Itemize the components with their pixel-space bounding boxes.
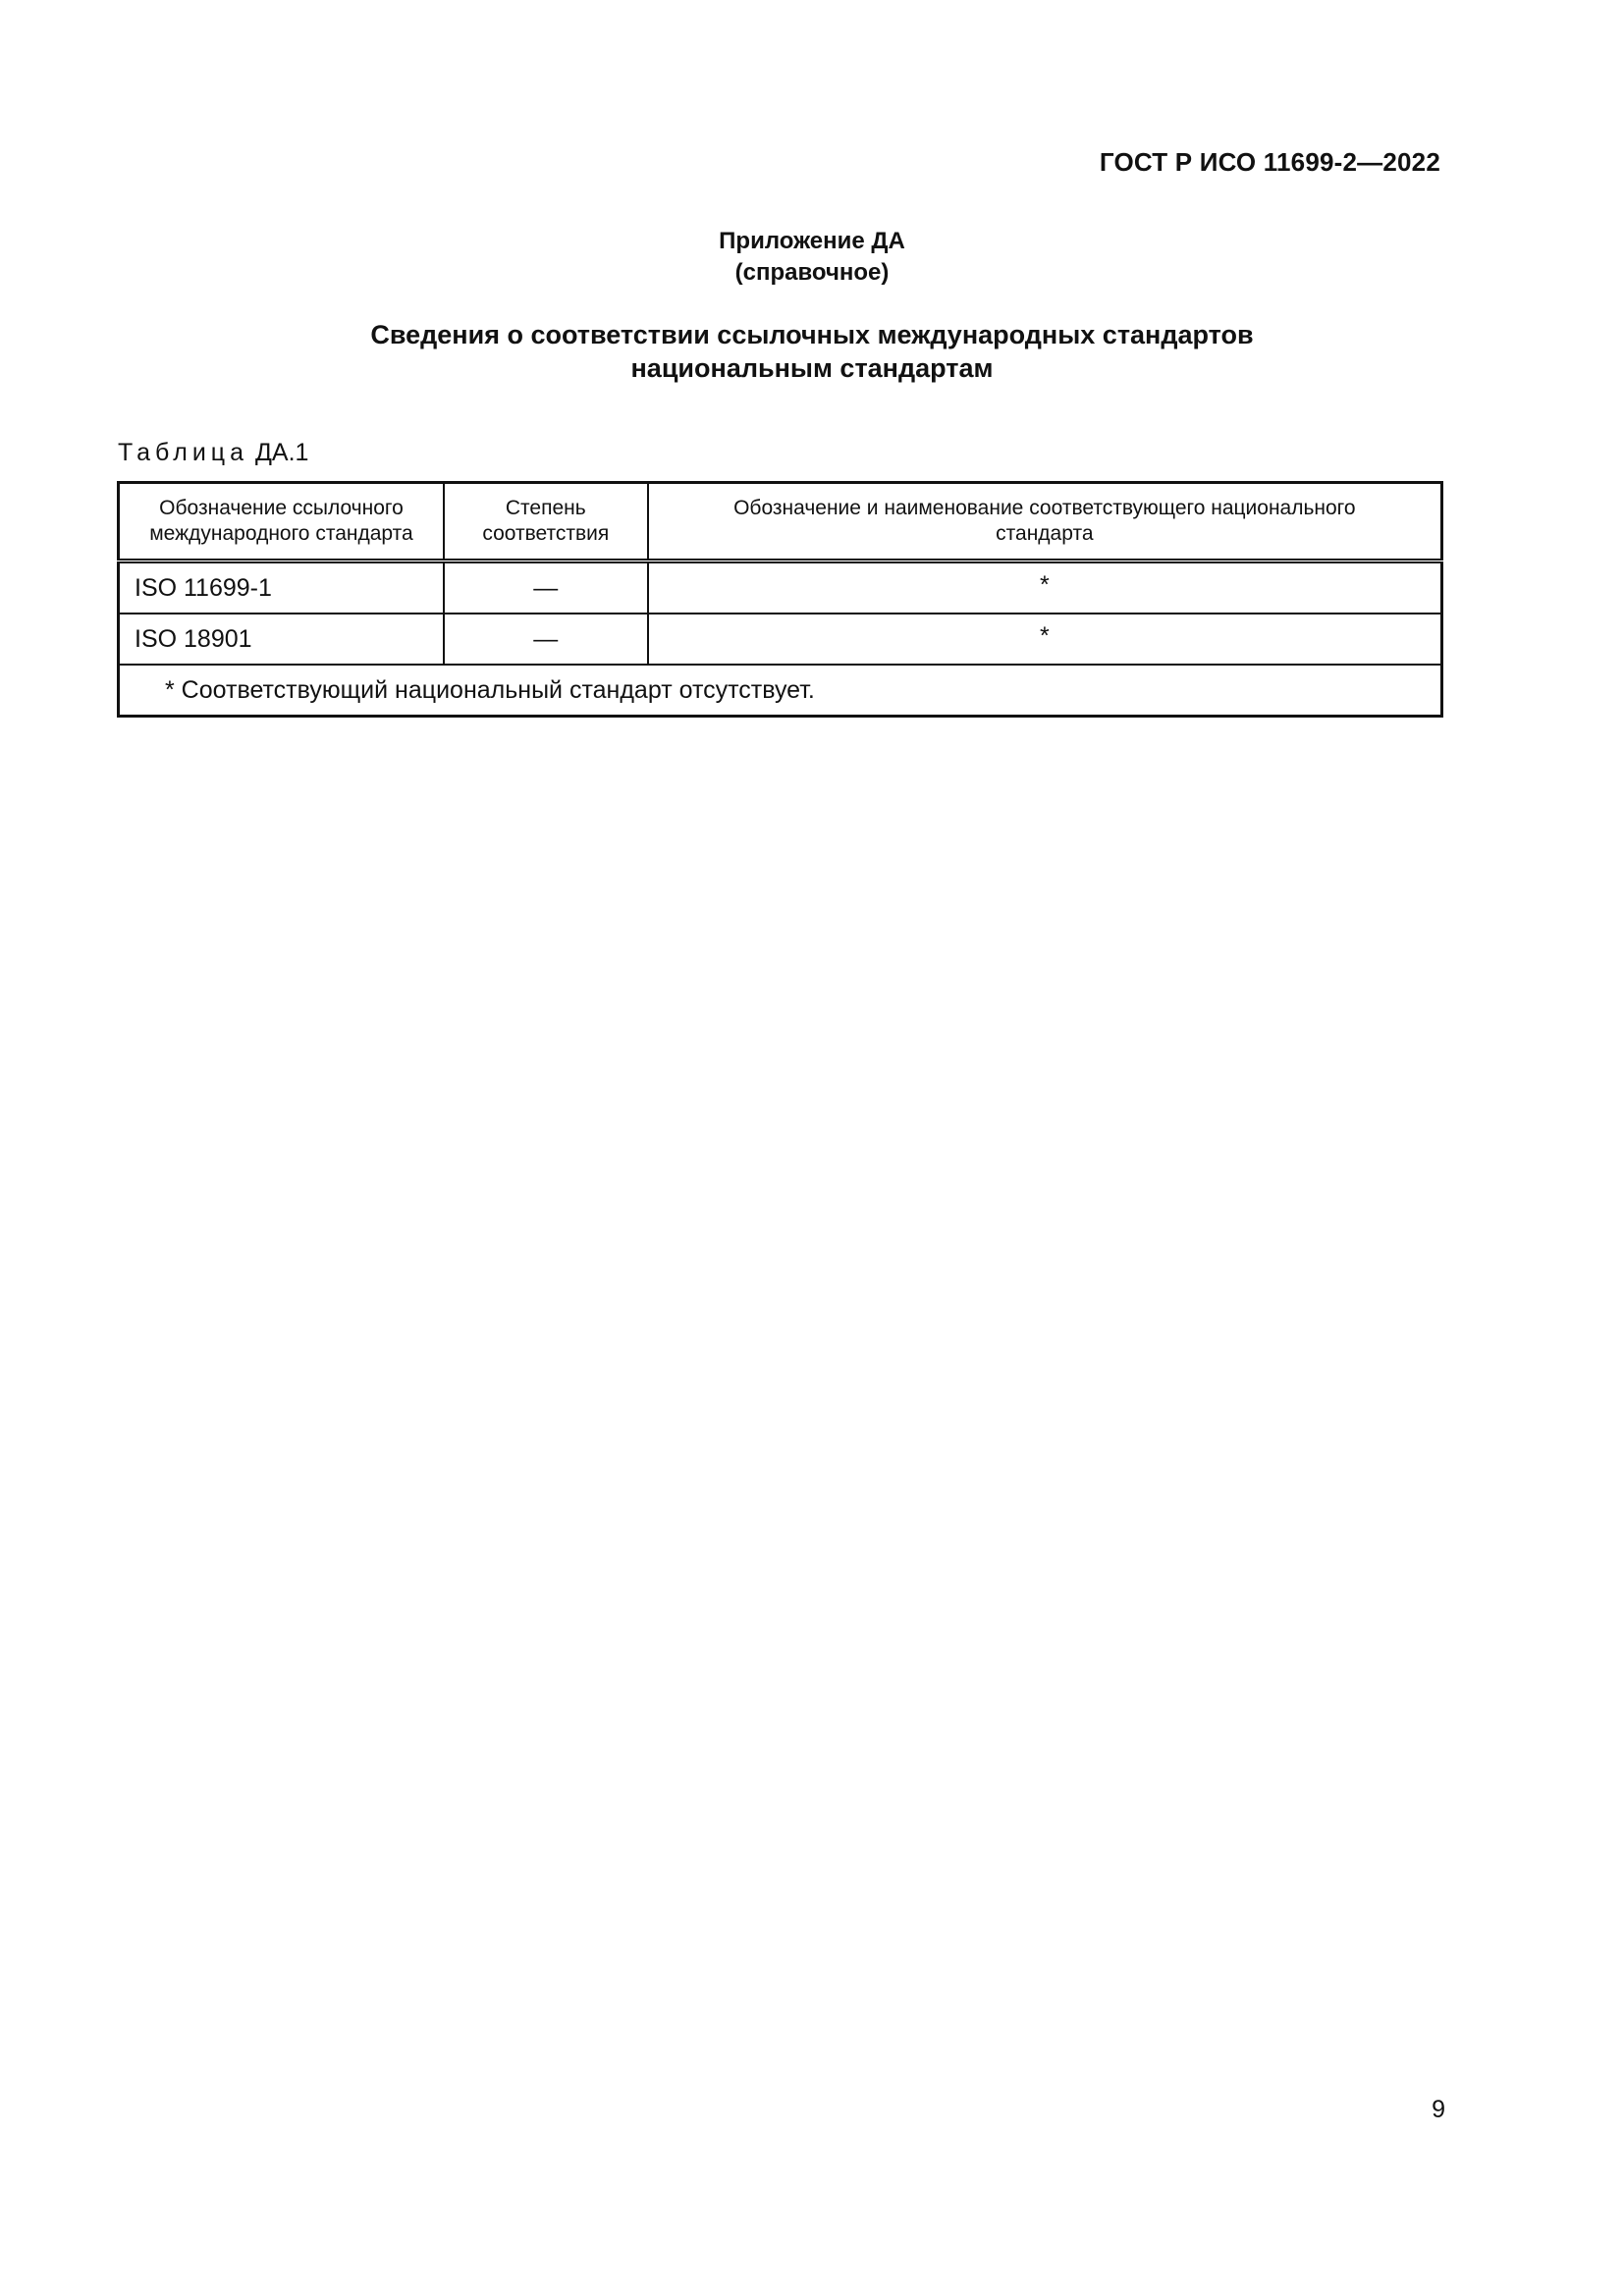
header-designation xyxy=(119,483,444,561)
table-caption-number: ДА.1 xyxy=(254,439,309,466)
table-row xyxy=(119,614,1442,665)
section-title-line-1: Сведения о соответствии ссылочных международных стандартов xyxy=(370,320,1254,349)
cell-degree: — xyxy=(444,614,648,665)
table-row xyxy=(119,561,1442,614)
table-footnote: * Соответствующий национальный стандарт отсутствует. xyxy=(119,665,1442,717)
cell-designation: ISO 18901 xyxy=(119,614,444,665)
cell-degree: — xyxy=(444,561,648,614)
correspondence-table xyxy=(117,481,1443,718)
table-header-row xyxy=(119,483,1442,561)
page-number: 9 xyxy=(1432,2096,1445,2123)
cell-national-standard: * xyxy=(648,561,1442,614)
header-degree xyxy=(444,483,648,561)
table-caption xyxy=(118,439,308,467)
correspondence-table-wrapper xyxy=(117,481,1443,718)
header-national-line-2: стандарта xyxy=(996,522,1094,545)
table-footnote-row xyxy=(119,665,1442,717)
header-designation-line-1: Обозначение ссылочного xyxy=(159,497,404,519)
document-code: ГОСТ Р ИСО 11699-2—2022 xyxy=(1099,147,1440,177)
cell-national-standard: * xyxy=(648,614,1442,665)
appendix-type: (справочное) xyxy=(734,259,890,286)
header-degree-line-2: соответствия xyxy=(482,522,610,545)
table-caption-word: Таблица xyxy=(118,439,249,466)
cell-designation: ISO 11699-1 xyxy=(119,561,444,614)
section-title-line-2: национальным стандартам xyxy=(630,353,994,383)
header-degree-line-1: Степень xyxy=(505,497,586,519)
header-national-line-1: Обозначение и наименование соответствующего национального xyxy=(733,497,1356,519)
header-designation-line-2: международного стандарта xyxy=(149,522,413,545)
section-title xyxy=(0,318,1624,385)
appendix-label: Приложение ДА xyxy=(719,228,905,254)
header-national-standard xyxy=(648,483,1442,561)
